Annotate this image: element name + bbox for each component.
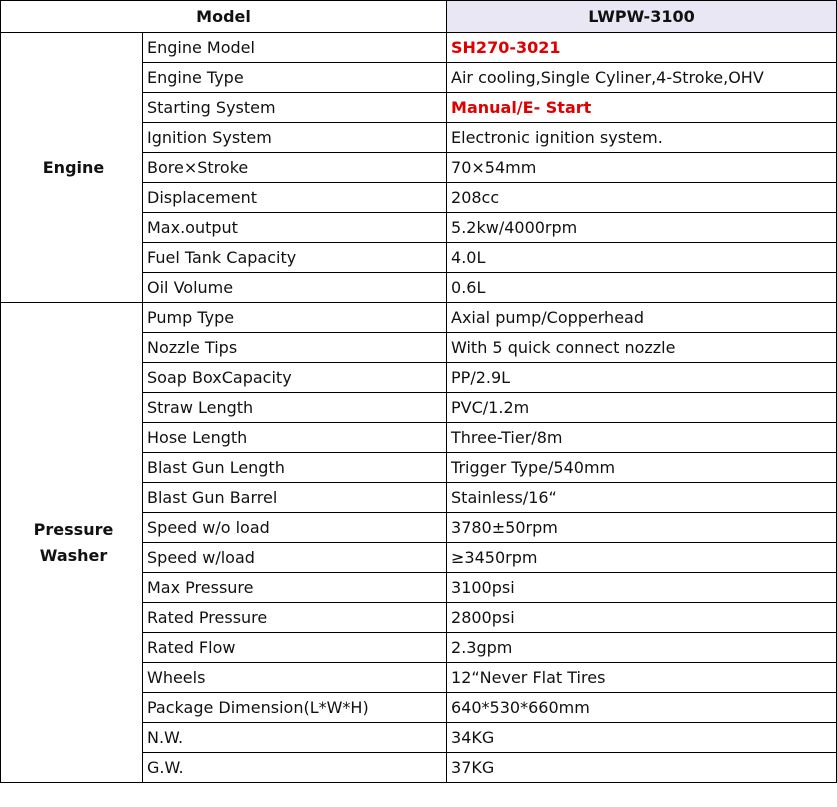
spec-label: Straw Length: [143, 393, 447, 423]
spec-label: Displacement: [143, 183, 447, 213]
spec-value: Manual/E- Start: [447, 93, 837, 123]
spec-value: 0.6L: [447, 273, 837, 303]
spec-value: 34KG: [447, 723, 837, 753]
model-label: Model: [1, 1, 447, 33]
spec-value: 208cc: [447, 183, 837, 213]
spec-label: Max.output: [143, 213, 447, 243]
spec-label: Starting System: [143, 93, 447, 123]
spec-value: With 5 quick connect nozzle: [447, 333, 837, 363]
spec-label: Bore×Stroke: [143, 153, 447, 183]
spec-label: Fuel Tank Capacity: [143, 243, 447, 273]
spec-value: Stainless/16“: [447, 483, 837, 513]
spec-value: ≥3450rpm: [447, 543, 837, 573]
spec-value: 640*530*660mm: [447, 693, 837, 723]
spec-label: Ignition System: [143, 123, 447, 153]
spec-value: SH270-3021: [447, 33, 837, 63]
table-row: [1, 303, 837, 333]
spec-label: Engine Type: [143, 63, 447, 93]
spec-label: Engine Model: [143, 33, 447, 63]
group-name-line2: Washer: [39, 545, 108, 565]
spec-value: Electronic ignition system.: [447, 123, 837, 153]
spec-value: 2800psi: [447, 603, 837, 633]
spec-label: Speed w/load: [143, 543, 447, 573]
spec-value: Axial pump/Copperhead: [447, 303, 837, 333]
group-name-text: Engine: [42, 157, 105, 177]
spec-value: 70×54mm: [447, 153, 837, 183]
spec-value: 4.0L: [447, 243, 837, 273]
spec-label: Oil Volume: [143, 273, 447, 303]
spec-value: 5.2kw/4000rpm: [447, 213, 837, 243]
group-name: [1, 303, 143, 783]
spec-value: PP/2.9L: [447, 363, 837, 393]
spec-label: Speed w/o load: [143, 513, 447, 543]
spec-label: Hose Length: [143, 423, 447, 453]
spec-label: Nozzle Tips: [143, 333, 447, 363]
spec-label: Pump Type: [143, 303, 447, 333]
spec-label: Package Dimension(L*W*H): [143, 693, 447, 723]
spec-label: Soap BoxCapacity: [143, 363, 447, 393]
spec-value: Air cooling,Single Cyliner,4-Stroke,OHV: [447, 63, 837, 93]
spec-value: 12“Never Flat Tires: [447, 663, 837, 693]
spec-label: G.W.: [143, 753, 447, 783]
spec-value: 37KG: [447, 753, 837, 783]
spec-label: Wheels: [143, 663, 447, 693]
header-row: [1, 1, 837, 33]
spec-value: 2.3gpm: [447, 633, 837, 663]
spec-value: Trigger Type/540mm: [447, 453, 837, 483]
spec-label: Blast Gun Barrel: [143, 483, 447, 513]
spec-value: Three-Tier/8m: [447, 423, 837, 453]
spec-value: PVC/1.2m: [447, 393, 837, 423]
spec-label: Rated Flow: [143, 633, 447, 663]
table-row: [1, 33, 837, 63]
group-name-line1: Pressure: [33, 519, 114, 539]
spec-label: N.W.: [143, 723, 447, 753]
spec-label: Blast Gun Length: [143, 453, 447, 483]
spec-label: Max Pressure: [143, 573, 447, 603]
model-value: LWPW-3100: [447, 1, 837, 33]
group-name: [1, 33, 143, 303]
spec-table-body: [1, 1, 837, 783]
spec-value: 3100psi: [447, 573, 837, 603]
spec-value: 3780±50rpm: [447, 513, 837, 543]
spec-label: Rated Pressure: [143, 603, 447, 633]
